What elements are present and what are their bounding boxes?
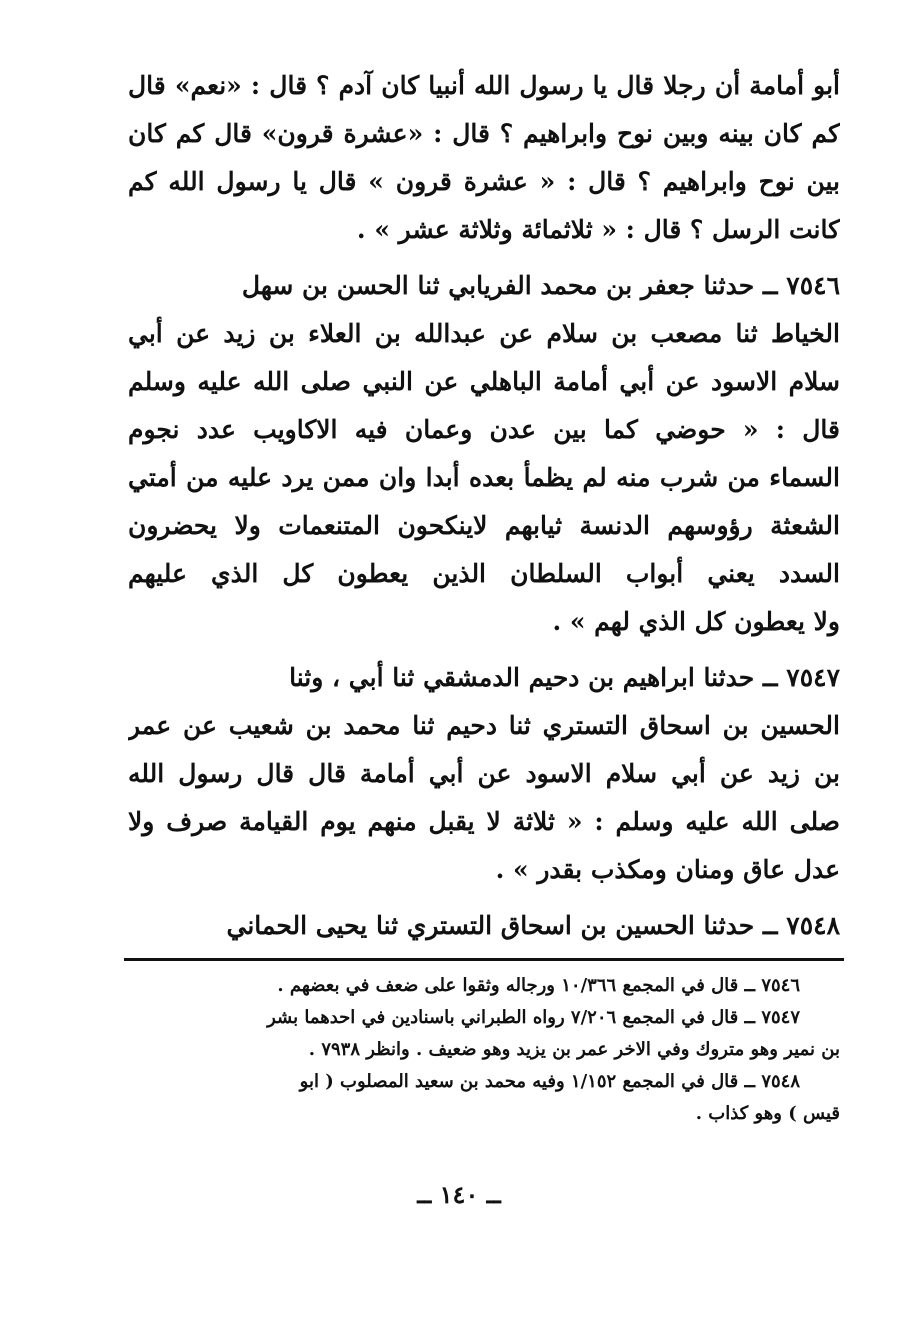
text-line: كم كان بينه وبين نوح وابراهيم ؟ قال : «عشرة قرون» قال كم كان <box>128 119 840 148</box>
footnote-line: بن نمير وهو متروك وفي الاخر عمر بن يزيد وهو ضعيف . وانظر ٧٩٣٨ . <box>308 1039 840 1060</box>
hadith-7547 <box>128 654 840 894</box>
paragraph-continuation <box>128 62 840 254</box>
text-line: قال : « حوضي كما بين عدن وعمان فيه الاكاويب عدد نجوم <box>128 415 840 444</box>
main-text <box>128 62 840 950</box>
text-line: ٧٥٤٨ ــ حدثنا الحسين بن اسحاق التستري ثنا يحيى الحماني <box>226 911 840 940</box>
footnote-line: ٧٥٤٨ ــ قال في المجمع ١/١٥٢ وفيه محمد بن سعيد المصلوب ( ابو <box>299 1071 800 1092</box>
footnote-line: ٧٥٤٧ ــ قال في المجمع ٧/٢٠٦ رواه الطبراني باسنادين في احدهما بشر <box>267 1007 800 1028</box>
footnote-divider <box>124 958 844 961</box>
text-line: السماء من شرب منه لم يظمأ بعده أبدا وان ممن يرد عليه من أمتي <box>128 463 840 492</box>
hadith-7548 <box>128 902 840 950</box>
text-line: السدد يعني أبواب السلطان الذين يعطون كل الذي عليهم <box>128 559 840 588</box>
text-line: ولا يعطون كل الذي لهم » . <box>552 607 840 636</box>
footnote-line: ٧٥٤٦ ــ قال في المجمع ١٠/٣٦٦ ورجاله وثقوا على ضعف في بعضهم . <box>277 975 800 996</box>
hadith-7546 <box>128 262 840 646</box>
footnote-line: قيس ) وهو كذاب . <box>695 1103 840 1124</box>
text-line: عدل عاق ومنان ومكذب بقدر » . <box>495 855 840 884</box>
text-line: ٧٥٤٦ ــ حدثنا جعفر بن محمد الفريابي ثنا الحسن بن سهل <box>241 271 840 300</box>
text-line: الخياط ثنا مصعب بن سلام عن عبدالله بن العلاء بن زيد عن أبي <box>128 319 840 348</box>
text-line: الشعثة رؤوسهم الدنسة ثيابهم لاينكحون المتنعمات ولا يحضرون <box>128 511 840 540</box>
text-line: بن زيد عن أبي سلام الاسود عن أبي أمامة قال قال رسول الله <box>128 759 840 788</box>
text-line: كانت الرسل ؟ قال : « ثلاثمائة وثلاثة عشر » . <box>356 215 840 244</box>
text-line: صلى الله عليه وسلم : « ثلاثة لا يقبل منهم يوم القيامة صرف ولا <box>128 807 840 836</box>
text-line: أبو أمامة أن رجلا قال يا رسول الله أنبيا كان آدم ؟ قال : «نعم» قال <box>128 71 840 100</box>
footnotes <box>128 970 840 1130</box>
text-line: ٧٥٤٧ ــ حدثنا ابراهيم بن دحيم الدمشقي ثنا أبي ، وثنا <box>289 663 840 692</box>
text-line: بين نوح وابراهيم ؟ قال : « عشرة قرون » قال يا رسول الله كم <box>128 167 840 196</box>
text-line: الحسين بن اسحاق التستري ثنا دحيم ثنا محمد بن شعيب عن عمر <box>128 711 840 740</box>
page-number: ــ ١٤٠ ــ <box>417 1180 501 1209</box>
text-line: سلام الاسود عن أبي أمامة الباهلي عن النبي صلى الله عليه وسلم <box>128 367 840 396</box>
